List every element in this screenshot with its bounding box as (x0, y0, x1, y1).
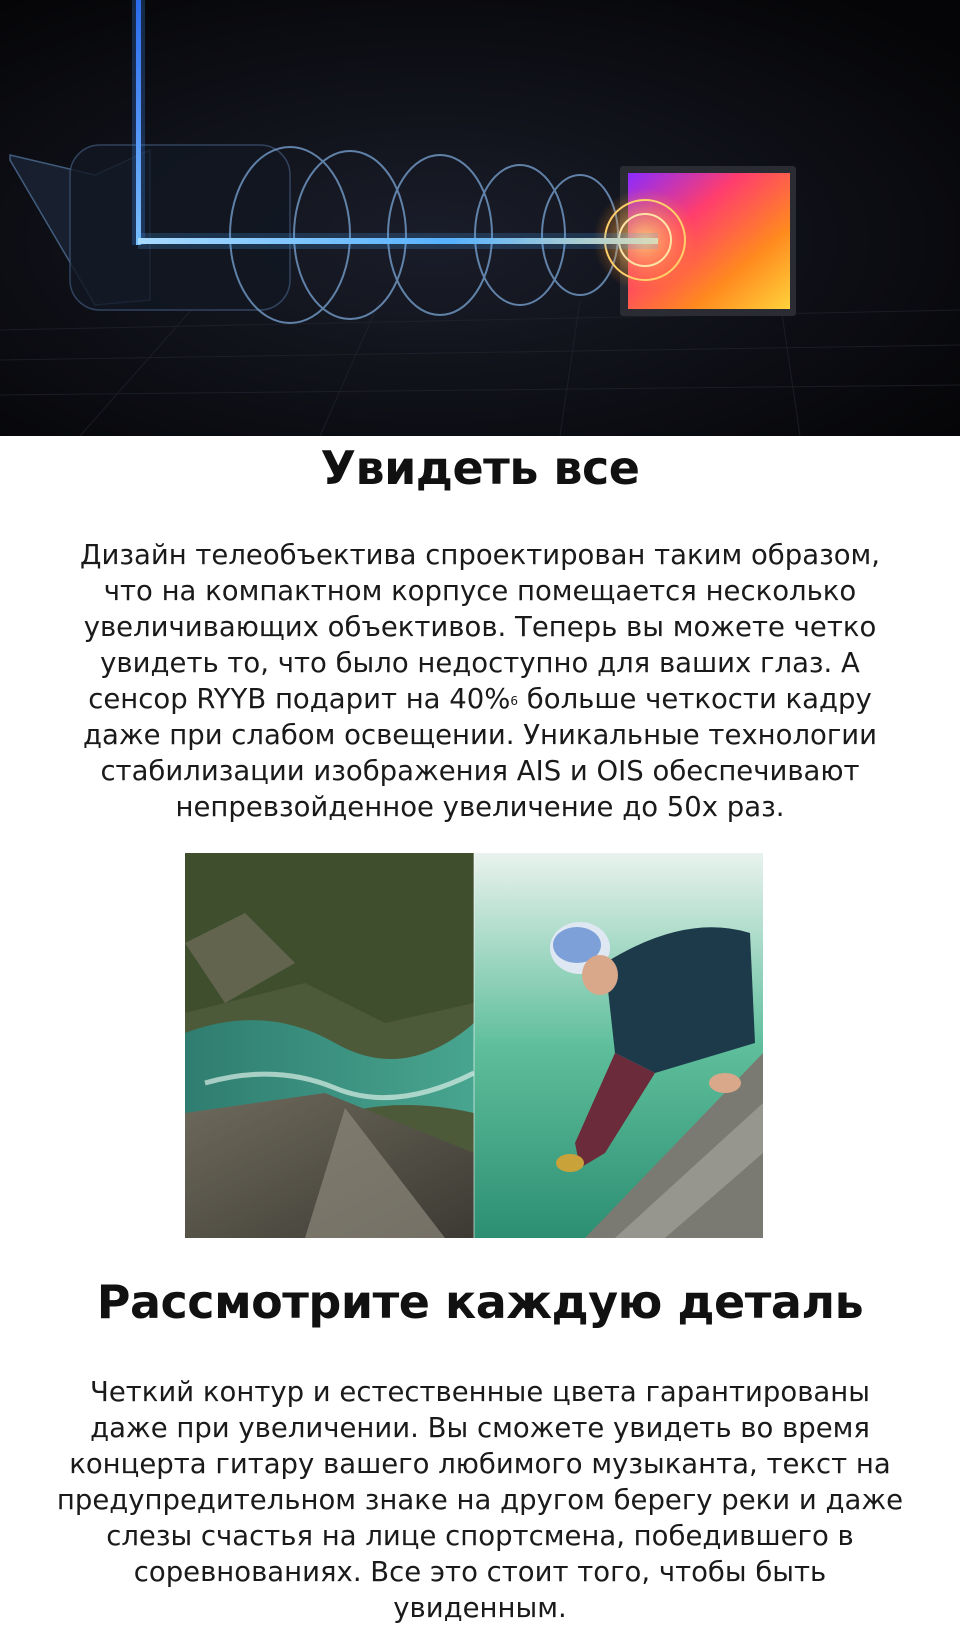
section-body-every-detail: Четкий контур и естественные цвета гарантированы даже при увеличении. Вы сможете увидеть во время концерта гитару вашего любимого музыканта, текст на предупредительном знаке на другом берегу реки и даже слезы счастья на лице спортсмена, победившего в соревнованиях. Все это стоит того, чтобы быть увиденным. (56, 1376, 904, 1624)
climber-closeup-view (474, 853, 763, 1238)
section-body-see-all (52, 537, 908, 825)
body-text-part-1: Дизайн телеобъектива спроектирован таким образом, что на компактном корпусе помещается несколько увеличивающих объективов. Теперь вы можете четко увидеть то, что было недоступно для ваших глаз. А сенсор RYYB подарит на 40% (79, 539, 881, 715)
hero-banner (0, 0, 960, 436)
body-text-part-2: больше четкости кадру даже при слабом освещении. Уникальные технологии стабилизации изображения AIS и OIS обеспечивают непревзойденное увеличение до 50x раз. (82, 683, 878, 823)
footnote-marker: 6 (510, 694, 519, 708)
aerial-canyon-view (185, 853, 474, 1238)
periscope-lens-illustration (0, 0, 960, 436)
zoom-comparison-photo (185, 853, 763, 1238)
section-title-see-all: Увидеть все (320, 441, 640, 495)
section-title-every-detail: Рассмотрите каждую деталь (96, 1275, 864, 1329)
zoom-comparison-image (185, 853, 763, 1238)
